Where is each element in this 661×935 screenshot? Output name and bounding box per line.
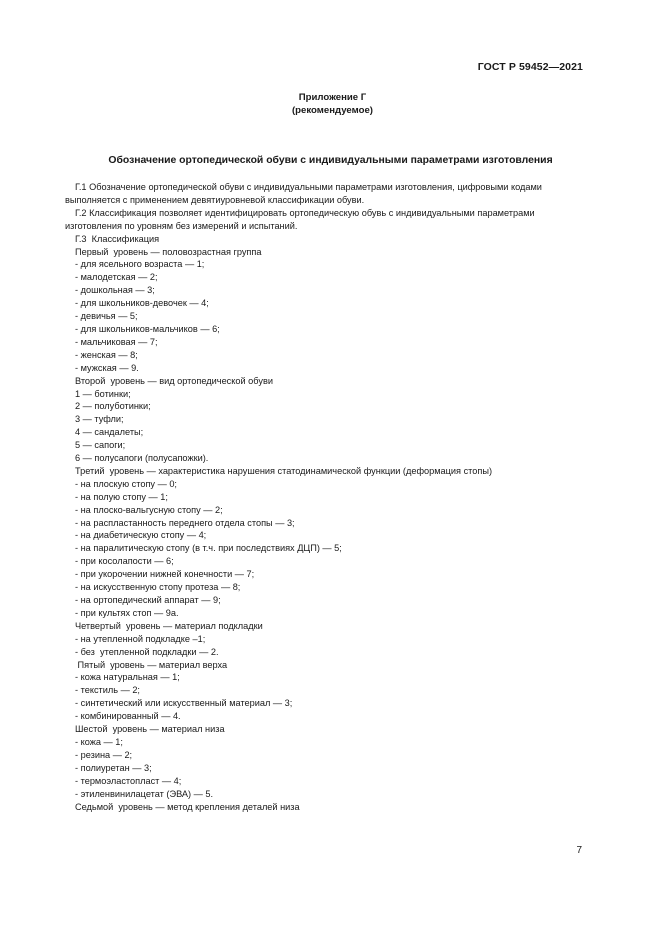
list-item: - на утепленной подкладке –1; [75, 633, 206, 644]
page-number: 7 [576, 845, 582, 856]
list-item: - кожа натуральная — 1; [75, 672, 180, 683]
list-item: - комбинированный — 4. [75, 711, 181, 722]
list-item: Третий уровень — характеристика нарушения статодинамической функции (деформация стопы) [75, 465, 493, 476]
list-item: - девичья — 5; [75, 311, 138, 322]
list-item: - женская — 8; [75, 349, 138, 360]
list-item: - при укорочении нижней конечности — 7; [75, 569, 255, 580]
list-item: - на искусственную стопу протеза — 8; [75, 582, 241, 593]
list-item: - на распластанность переднего отдела стопы — 3; [75, 517, 295, 528]
appendix-title: Приложение Г [298, 92, 367, 103]
list-item: - полиуретан — 3; [75, 762, 152, 773]
list-item: - мужская — 9. [75, 362, 139, 373]
list-item: 6 — полусапоги (полусапожки). [75, 453, 209, 464]
paragraph-g1 [65, 181, 587, 207]
appendix-subtitle: (рекомендуемое) [291, 105, 373, 116]
standard-code: ГОСТ Р 59452—2021 [477, 61, 583, 73]
list-item: Первый уровень — половозрастная группа [75, 246, 262, 257]
list-item: - на плоскую стопу — 0; [75, 478, 177, 489]
list-item: - синтетический или искусственный материал — 3; [75, 698, 293, 709]
list-item: Второй уровень — вид ортопедической обуви [75, 375, 273, 386]
list-item: - кожа — 1; [75, 736, 123, 747]
paragraph-line: Г.1 Обозначение ортопедической обуви с индивидуальными параметрами изготовления, цифровыми кодами [75, 182, 542, 192]
list-item: Четвертый уровень — материал подкладки [75, 620, 263, 631]
list-item: 4 — сандалеты; [75, 427, 144, 438]
list-item: - на плоско-вальгусную стопу — 2; [75, 504, 223, 515]
list-item: - без утепленной подкладки — 2. [75, 646, 219, 657]
list-item: 2 — полуботинки; [75, 401, 151, 412]
list-item: - при культях стоп — 9а. [75, 607, 179, 618]
list-item: - на полую стопу — 1; [75, 491, 168, 502]
list-item: - текстиль — 2; [75, 685, 140, 696]
paragraph-line: Г.2 Классификация позволяет идентифицировать ортопедическую обувь с индивидуальными параметрами [75, 207, 535, 218]
list-item: - резина — 2; [75, 749, 133, 760]
list-item: Г.3 Классификация [75, 233, 160, 244]
list-item: - для школьников-девочек — 4; [75, 298, 209, 309]
list-item: - для школьников-мальчиков — 6; [75, 323, 220, 334]
classification-list [75, 233, 587, 814]
paragraph-line: выполняется с применением девятиуровневой классификации обуви. [65, 194, 365, 205]
appendix-heading [0, 91, 661, 117]
list-item: 5 — сапоги; [75, 440, 126, 451]
list-item: - термоэластопласт — 4; [75, 775, 182, 786]
list-item: - при косолапости — 6; [75, 556, 174, 567]
list-item: - на ортопедический аппарат — 9; [75, 595, 221, 605]
list-item: - мальчиковая — 7; [75, 336, 158, 347]
list-item: - этиленвинилацетат (ЭВА) — 5. [75, 788, 214, 799]
list-item: 1 — ботинки; [75, 388, 131, 399]
list-item: - малодетская — 2; [75, 272, 158, 283]
paragraph-g2 [65, 207, 587, 233]
list-item: Шестой уровень — материал низа [75, 724, 225, 735]
list-item: 3 — туфли; [75, 414, 124, 425]
list-item: - дошкольная — 3; [75, 285, 155, 296]
section-title: Обозначение ортопедической обуви с индивидуальными параметрами изготовления [108, 155, 553, 166]
list-item: - для ясельного возраста — 1; [75, 259, 205, 270]
list-item: - на диабетическую стопу — 4; [75, 530, 207, 541]
list-item: - на паралитическую стопу (в т.ч. при последствиях ДЦП) — 5; [75, 543, 342, 554]
list-item: Седьмой уровень — метод крепления деталей низа [75, 801, 300, 812]
body-text [65, 181, 587, 813]
paragraph-line: изготовления по уровням без измерений и испытаний. [65, 220, 298, 231]
list-item: Пятый уровень — материал верха [75, 659, 228, 670]
